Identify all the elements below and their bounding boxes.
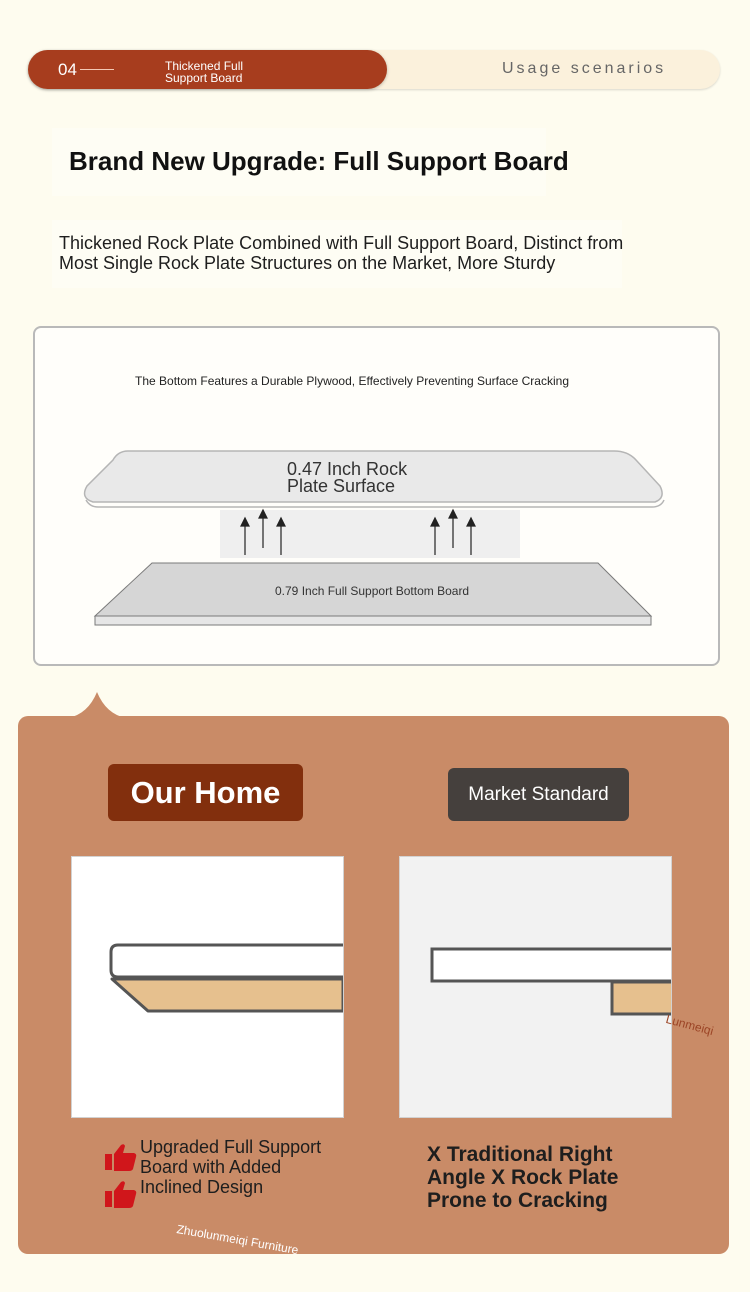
market-standard-badge: Market Standard (448, 768, 629, 821)
section-number: 04 (58, 60, 77, 79)
arrow-up-icon (241, 510, 475, 555)
our-home-badge: Our Home (108, 764, 303, 821)
usage-scenarios-label: Usage scenarios (502, 60, 667, 77)
watermark-side: Lunmeiqi (664, 1012, 716, 1039)
support-arrows (0, 500, 750, 570)
inclined-board-diagram (72, 857, 343, 1117)
market-standard-illustration (399, 856, 672, 1118)
panel-notch (68, 692, 126, 718)
right-angle-board-diagram (400, 857, 671, 1117)
market-standard-caption: X Traditional Right Angle X Rock Plate Prone to Cracking (427, 1143, 619, 1212)
thumbs-up-icon (104, 1179, 138, 1209)
support-board-label: 0.79 Inch Full Support Bottom Board (275, 584, 470, 598)
watermark: Zhuolunmeiqi Furniture (175, 1222, 300, 1258)
thumbs-up-icon (104, 1142, 138, 1172)
our-home-illustration (71, 856, 344, 1118)
rock-plate-label: 0.47 Inch Rock Plate Surface (287, 459, 408, 496)
page-subtitle: Thickened Rock Plate Combined with Full Support Board, Distinct from Most Single Rock Plate Structures on the Market, More Sturdy (59, 233, 624, 273)
section-title: Thickened Full Support Board (165, 59, 244, 85)
diagram-caption: The Bottom Features a Durable Plywood, Effectively Preventing Surface Cracking (135, 374, 569, 388)
page-title: Brand New Upgrade: Full Support Board (69, 146, 569, 176)
our-home-caption: Upgraded Full Support Board with Added Inclined Design (140, 1137, 322, 1197)
